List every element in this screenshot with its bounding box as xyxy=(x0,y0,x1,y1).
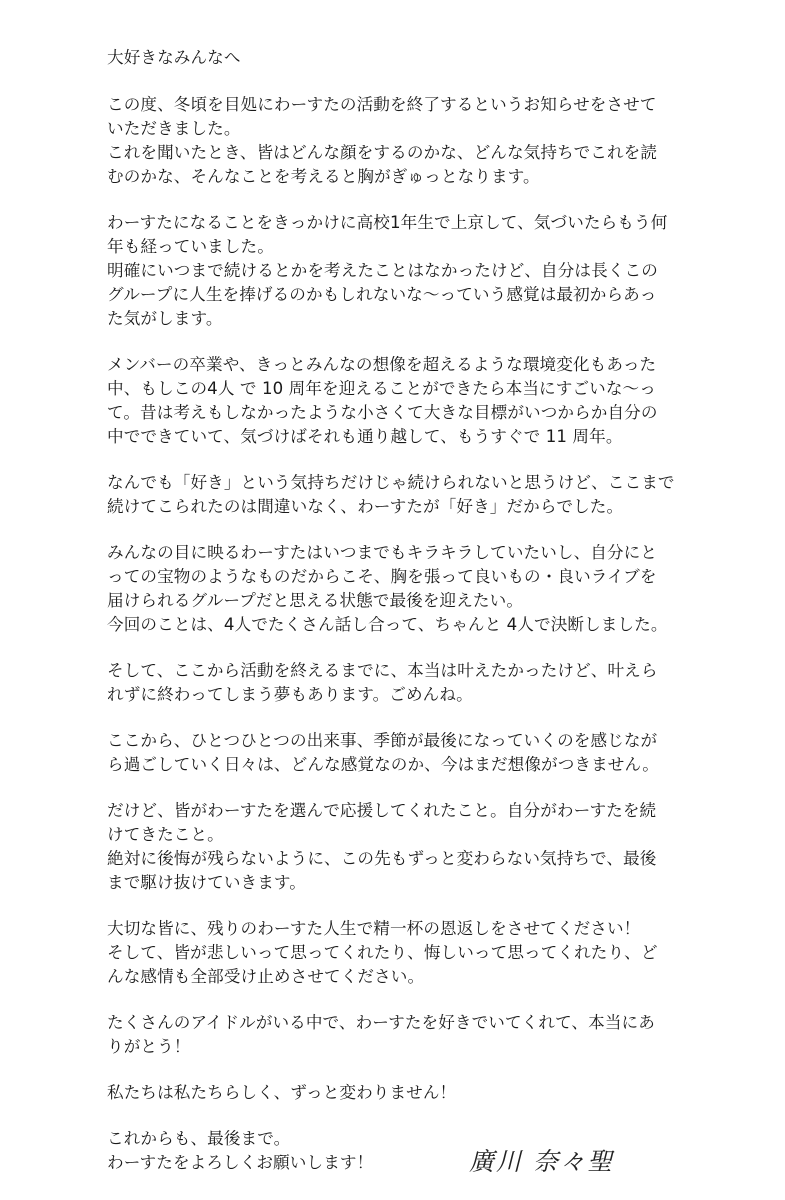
letter-line: だけど、皆がわーすたを選んで応援してくれたこと。自分がわーすたを続 xyxy=(107,801,657,820)
letter-line: 年も経っていました。 xyxy=(107,237,274,256)
letter-line: そして、ここから活動を終えるまでに、本当は叶えたかったけど、叶えら xyxy=(107,661,658,680)
letter-line: みんなの目に映るわーすたはいつまでもキラキラしていたいし、自分にと xyxy=(107,543,658,562)
letter-line: 絶対に後悔が残らないように、この先もずっと変わらない気持ちで、最後 xyxy=(107,849,657,868)
letter-line: んな感情も全部受け止めさせてください。 xyxy=(107,967,425,986)
letter-line: まで駆け抜けていきます。 xyxy=(107,873,306,892)
svg-text:廣川 奈々聖 xyxy=(469,1147,615,1176)
letter-line: これからも、最後まで。 xyxy=(107,1129,291,1148)
letter-line: て。昔は考えもしなかったような小さくて大きな目標がいつからか自分の xyxy=(107,403,658,422)
letter-line: りがとう！ xyxy=(107,1037,191,1056)
letter-line: っての宝物のようなものだからこそ、胸を張って良いもの・良いライブを xyxy=(107,567,657,586)
letter-line: いただきました。 xyxy=(107,119,241,138)
letter-line: これを聞いたとき、皆はどんな顔をするのかな、どんな気持ちでこれを読 xyxy=(107,143,658,162)
letter-line: メンバーの卒業や、きっとみんなの想像を超えるような環境変化もあった xyxy=(107,355,657,374)
letter-line: 明確にいつまで続けるとかを考えたことはなかったけど、自分は長くこの xyxy=(107,261,658,280)
letter-line: 届けられるグループだと思える状態で最後を迎えたい。 xyxy=(107,591,524,610)
letter-line: むのかな、そんなことを考えると胸がぎゅっとなります。 xyxy=(107,167,540,186)
signature-text: 廣川 奈々聖 xyxy=(469,1147,614,1176)
letter-greeting: 大好きなみんなへ xyxy=(107,48,241,67)
letter-line: 中、もしこの4人 で 10 周年を迎えることができたら本当にすごいな〜っ xyxy=(107,379,656,398)
letter-line: たくさんのアイドルがいる中で、わーすたを好きでいてくれて、本当にあ xyxy=(107,1013,655,1032)
letter-line: ら過ごしていく日々は、どんな感覚なのか、今はまだ想像がつきません。 xyxy=(107,755,659,774)
letter-line: 私たちは私たちらしく、ずっと変わりません！ xyxy=(107,1083,457,1102)
letter-line: けてきたこと。 xyxy=(107,825,224,844)
letter-line: 大切な皆に、残りのわーすた人生で精一杯の恩返しをさせてください！ xyxy=(107,919,641,938)
letter-line: 続けてこられたのは間違いなく、わーすたが「好き」だからでした。 xyxy=(107,497,624,516)
handwritten-signature xyxy=(465,1140,625,1180)
letter-line: わーすたになることをきっかけに高校1年生で上京して、気づいたらもう何 xyxy=(107,213,668,232)
letter-line: そして、皆が悲しいって思ってくれたり、悔しいって思ってくれたり、ど xyxy=(107,943,658,962)
letter-line: わーすたをよろしくお願いします！ xyxy=(107,1153,374,1172)
letter-line: この度、冬頃を目処にわーすたの活動を終了するというお知らせをさせて xyxy=(107,95,657,114)
letter-line: 今回のことは、4人でたくさん話し合って、ちゃんと 4人で決断しました。 xyxy=(107,615,668,634)
letter-line: れずに終わってしまう夢もあります。ごめんね。 xyxy=(107,685,473,704)
letter-line: た気がします。 xyxy=(107,309,223,328)
letter-line: 中でできていて、気づけばそれも通り越して、もうすぐで 11 周年。 xyxy=(107,427,623,446)
letter-line: グループに人生を捧げるのかもしれないな〜っていう感覚は最初からあっ xyxy=(107,285,657,304)
letter-line: なんでも「好き」という気持ちだけじゃ続けられないと思うけど、ここまで xyxy=(107,473,675,492)
letter-line: ここから、ひとつひとつの出来事、季節が最後になっていくのを感じなが xyxy=(107,731,658,750)
